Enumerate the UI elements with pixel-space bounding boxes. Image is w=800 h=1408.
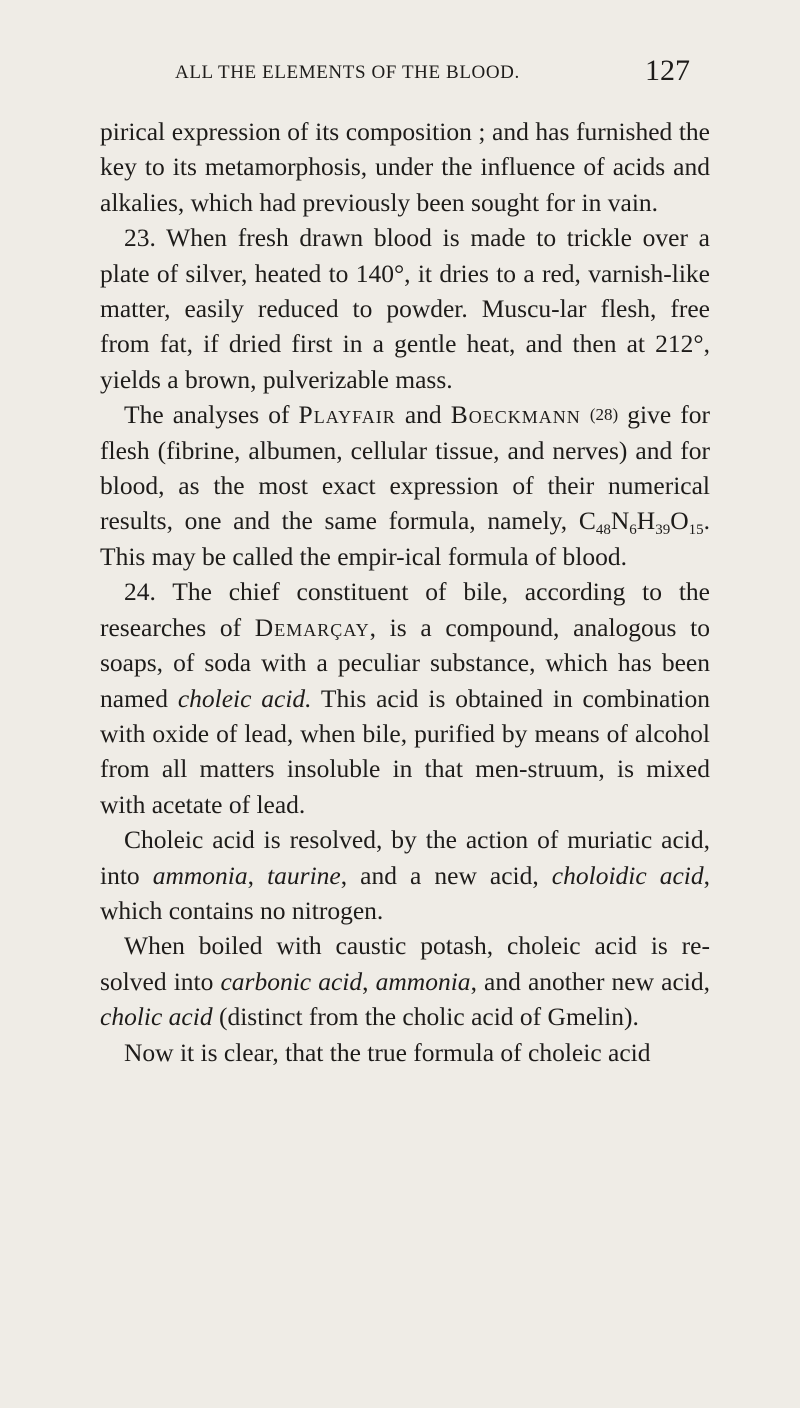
italic-term: taurine — [267, 860, 341, 890]
body-text — [100, 114, 710, 1070]
italic-term: ammonia — [375, 966, 471, 996]
text-run: , — [247, 860, 268, 890]
author-name-boeckmann: Boeckmann — [450, 400, 581, 430]
paragraph-24 — [100, 574, 710, 822]
text-run: and — [395, 400, 451, 430]
paragraph-continuation: pirical expression of its composition ; and has furnished the key to its metamorphosis, under the influence of acids and alkalies, which had previously been sought for in vain. — [100, 117, 710, 217]
text-run: , is a compound, analogous to soaps, of soda with a peculiar substance, which has been named — [100, 612, 710, 713]
element-symbol: C — [578, 506, 596, 536]
text-run: . This may be called the empir-ical formula of blood. — [100, 506, 710, 571]
italic-term: choleic acid. — [177, 683, 312, 713]
element-symbol: N — [610, 506, 630, 536]
page-number: 127 — [645, 54, 690, 87]
formula-subscript: 6 — [629, 522, 637, 539]
text-run: 24. The chief constituent of bile, according to the researches of — [100, 577, 710, 642]
element-symbol: O — [670, 506, 689, 536]
element-symbol: H — [636, 506, 656, 536]
paragraph-choleic-resolved — [100, 822, 710, 928]
formula-subscript: 48 — [595, 522, 611, 539]
formula-subscript: 15 — [688, 522, 704, 539]
chemical-formula — [578, 506, 704, 539]
text-run: , and a new acid, — [340, 860, 552, 890]
text-run: , and another new acid, — [470, 966, 710, 996]
page-header — [100, 54, 690, 98]
italic-term: carbonic acid — [220, 966, 363, 996]
text-run: , which contains no nitrogen. — [100, 860, 711, 925]
formula-subscript: 39 — [655, 522, 671, 539]
text-run: give for flesh (fibrine, albumen, cellular tissue, and nerves) and for blood, as the most exact expression of their numerical results, one and the same formula, namely, — [100, 400, 710, 536]
paragraph-23: 23. When fresh drawn blood is made to trickle over a plate of silver, heated to 140°, it dries to a red, varnish-like matter, easily reduced to powder. Muscu-lar flesh, free from fat, if dried first in a gentle heat, and then at 212°, yields a brown, pulverizable mass. — [100, 223, 710, 394]
text-run: The analyses of — [124, 400, 299, 430]
paragraph-caustic-potash — [100, 928, 710, 1034]
paragraph-final-line: Now it is clear, that the true formula of choleic acid — [124, 1037, 651, 1067]
text-run: , — [362, 966, 376, 996]
running-head: ALL THE ELEMENTS OF THE BLOOD. — [175, 62, 520, 83]
paragraph-analyses — [100, 397, 710, 574]
text-run: This acid is obtained in combination with oxide of lead, when bile, purified by means of alcohol from all matters insoluble in that men-struum, is mixed with acetate of lead. — [100, 683, 710, 819]
text-run: When boiled with caustic potash, choleic acid is re-solved into — [100, 931, 710, 996]
italic-term: cholic acid — [100, 1002, 213, 1032]
text-run: Choleic acid is resolved, by the action of muriatic acid, into — [100, 825, 710, 890]
italic-term: ammonia — [152, 860, 248, 890]
italic-term: choloidic acid — [551, 860, 704, 890]
text-run: (distinct from the cholic acid of Gmelin). — [212, 1002, 639, 1032]
reference-marker: (28) — [589, 405, 619, 425]
author-name-playfair: Playfair — [298, 400, 396, 430]
author-name-demarcay: Demarçay — [254, 612, 370, 642]
